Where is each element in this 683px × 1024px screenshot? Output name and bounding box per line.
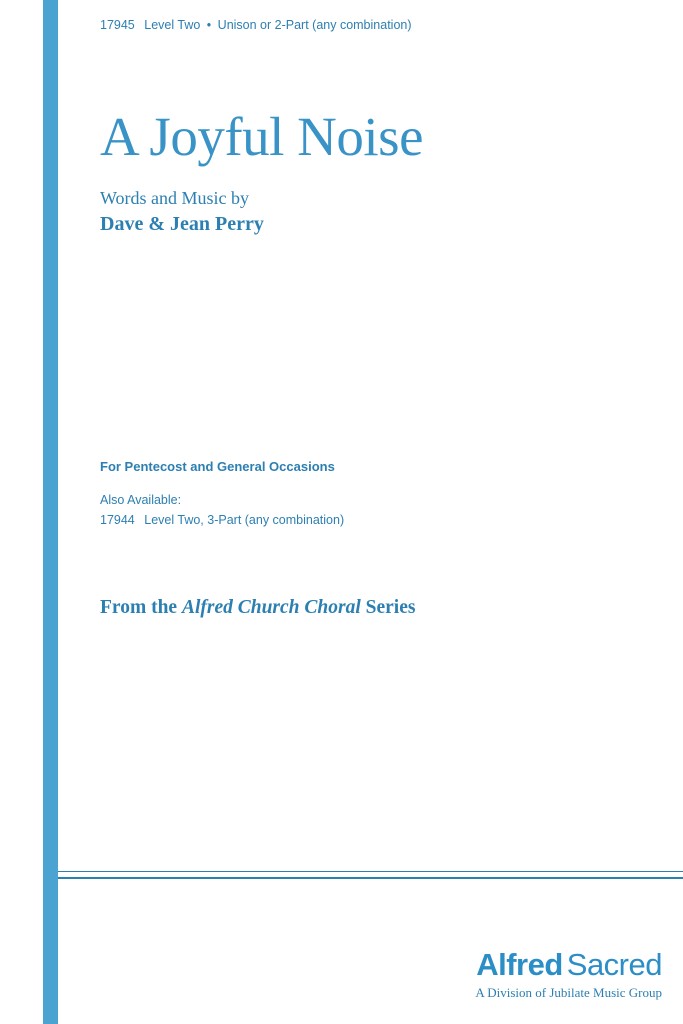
publisher-tagline: A Division of Jubilate Music Group (475, 985, 662, 1000)
catalog-line (100, 18, 412, 32)
series-suffix: Series (365, 597, 416, 618)
divider-thick (58, 877, 683, 879)
publisher-name (475, 948, 662, 982)
series-line (100, 597, 415, 619)
publisher-name-bold: Alfred (476, 947, 563, 982)
page-title: A Joyful Noise (100, 106, 423, 167)
also-description: Level Two, 3-Part (any combination) (144, 513, 345, 527)
level-label: Level Two (144, 18, 201, 32)
catalog-number: 17945 (100, 18, 135, 32)
also-available-label: Also Available: (100, 493, 182, 507)
publisher-name-light: Sacred (566, 947, 662, 982)
composer-names: Dave & Jean Perry (100, 213, 264, 235)
also-available-item (100, 513, 344, 527)
publisher-logo (475, 948, 662, 1001)
series-prefix: From the (100, 597, 178, 618)
credit-label: Words and Music by (100, 188, 250, 208)
series-name: Alfred Church Choral (181, 597, 361, 618)
voicing-label: Unison or 2-Part (any combination) (217, 18, 412, 32)
occasion-label: For Pentecost and General Occasions (100, 459, 335, 474)
divider-thin (58, 871, 683, 872)
also-catalog-number: 17944 (100, 513, 135, 527)
left-accent-bar (43, 0, 58, 1024)
bullet-separator: • (206, 18, 212, 32)
